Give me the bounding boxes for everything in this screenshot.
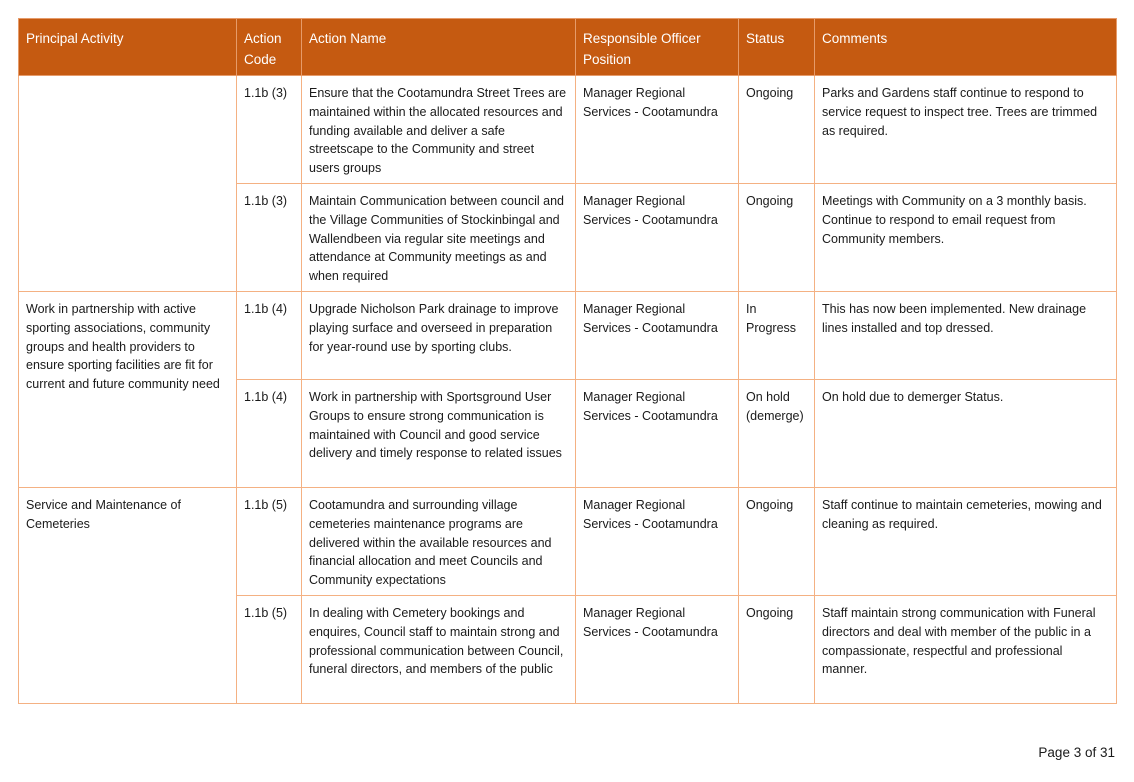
header-status: Status bbox=[739, 19, 815, 76]
principal-activity-cell bbox=[19, 76, 237, 292]
action-name-cell: Ensure that the Cootamundra Street Trees are maintained within the allocated resources and funding available and deliver a safe streetscape to the Community and street users groups bbox=[302, 76, 576, 184]
comments-cell: On hold due to demerger Status. bbox=[815, 380, 1117, 488]
action-name-cell: Cootamundra and surrounding village cemeteries maintenance programs are delivered within the available resources and financial allocation and meet Councils and Community expectations bbox=[302, 488, 576, 596]
responsible-officer-cell: Manager Regional Services - Cootamundra bbox=[576, 488, 739, 596]
action-code-cell: 1.1b (5) bbox=[237, 488, 302, 596]
status-cell: Ongoing bbox=[739, 596, 815, 704]
action-code-cell: 1.1b (3) bbox=[237, 76, 302, 184]
comments-cell: Staff maintain strong communication with Funeral directors and deal with member of the public in a compassionate, respectful and professional manner. bbox=[815, 596, 1117, 704]
action-name-cell: In dealing with Cemetery bookings and enquires, Council staff to maintain strong and professional communication between Council, funeral directors, and members of the public bbox=[302, 596, 576, 704]
status-cell: Ongoing bbox=[739, 76, 815, 184]
header-action-code: Action Code bbox=[237, 19, 302, 76]
responsible-officer-cell: Manager Regional Services - Cootamundra bbox=[576, 380, 739, 488]
table-header-row bbox=[19, 19, 1117, 76]
page-number: Page 3 of 31 bbox=[1038, 745, 1115, 760]
action-code-cell: 1.1b (4) bbox=[237, 380, 302, 488]
principal-activity-cell: Work in partnership with active sporting associations, community groups and health providers to ensure sporting facilities are fit for current and future community need bbox=[19, 292, 237, 488]
action-name-cell: Upgrade Nicholson Park drainage to improve playing surface and overseed in preparation for year-round use by sporting clubs. bbox=[302, 292, 576, 380]
responsible-officer-cell: Manager Regional Services - Cootamundra bbox=[576, 596, 739, 704]
responsible-officer-cell: Manager Regional Services - Cootamundra bbox=[576, 76, 739, 184]
action-name-cell: Work in partnership with Sportsground User Groups to ensure strong communication is maintained with Council and good service delivery and timely response to related issues bbox=[302, 380, 576, 488]
status-cell: Ongoing bbox=[739, 488, 815, 596]
principal-activity-cell: Service and Maintenance of Cemeteries bbox=[19, 488, 237, 704]
action-name-cell: Maintain Communication between council and the Village Communities of Stockinbingal and Wallendbeen via regular site meetings and attendance at Community meetings as and when required bbox=[302, 184, 576, 292]
action-code-cell: 1.1b (4) bbox=[237, 292, 302, 380]
status-cell: In Progress bbox=[739, 292, 815, 380]
action-plan-table bbox=[18, 18, 1117, 704]
table-row bbox=[19, 76, 1117, 184]
responsible-officer-cell: Manager Regional Services - Cootamundra bbox=[576, 292, 739, 380]
comments-cell: Staff continue to maintain cemeteries, mowing and cleaning as required. bbox=[815, 488, 1117, 596]
header-principal-activity: Principal Activity bbox=[19, 19, 237, 76]
table-row bbox=[19, 292, 1117, 380]
comments-cell: This has now been implemented. New drainage lines installed and top dressed. bbox=[815, 292, 1117, 380]
table-row bbox=[19, 488, 1117, 596]
action-code-cell: 1.1b (5) bbox=[237, 596, 302, 704]
status-cell: On hold (demerge) bbox=[739, 380, 815, 488]
header-responsible-officer: Responsible Officer Position bbox=[576, 19, 739, 76]
header-action-name: Action Name bbox=[302, 19, 576, 76]
action-code-cell: 1.1b (3) bbox=[237, 184, 302, 292]
status-cell: Ongoing bbox=[739, 184, 815, 292]
comments-cell: Meetings with Community on a 3 monthly basis. Continue to respond to email request from Community members. bbox=[815, 184, 1117, 292]
comments-cell: Parks and Gardens staff continue to respond to service request to inspect tree. Trees are trimmed as required. bbox=[815, 76, 1117, 184]
header-comments: Comments bbox=[815, 19, 1117, 76]
responsible-officer-cell: Manager Regional Services - Cootamundra bbox=[576, 184, 739, 292]
